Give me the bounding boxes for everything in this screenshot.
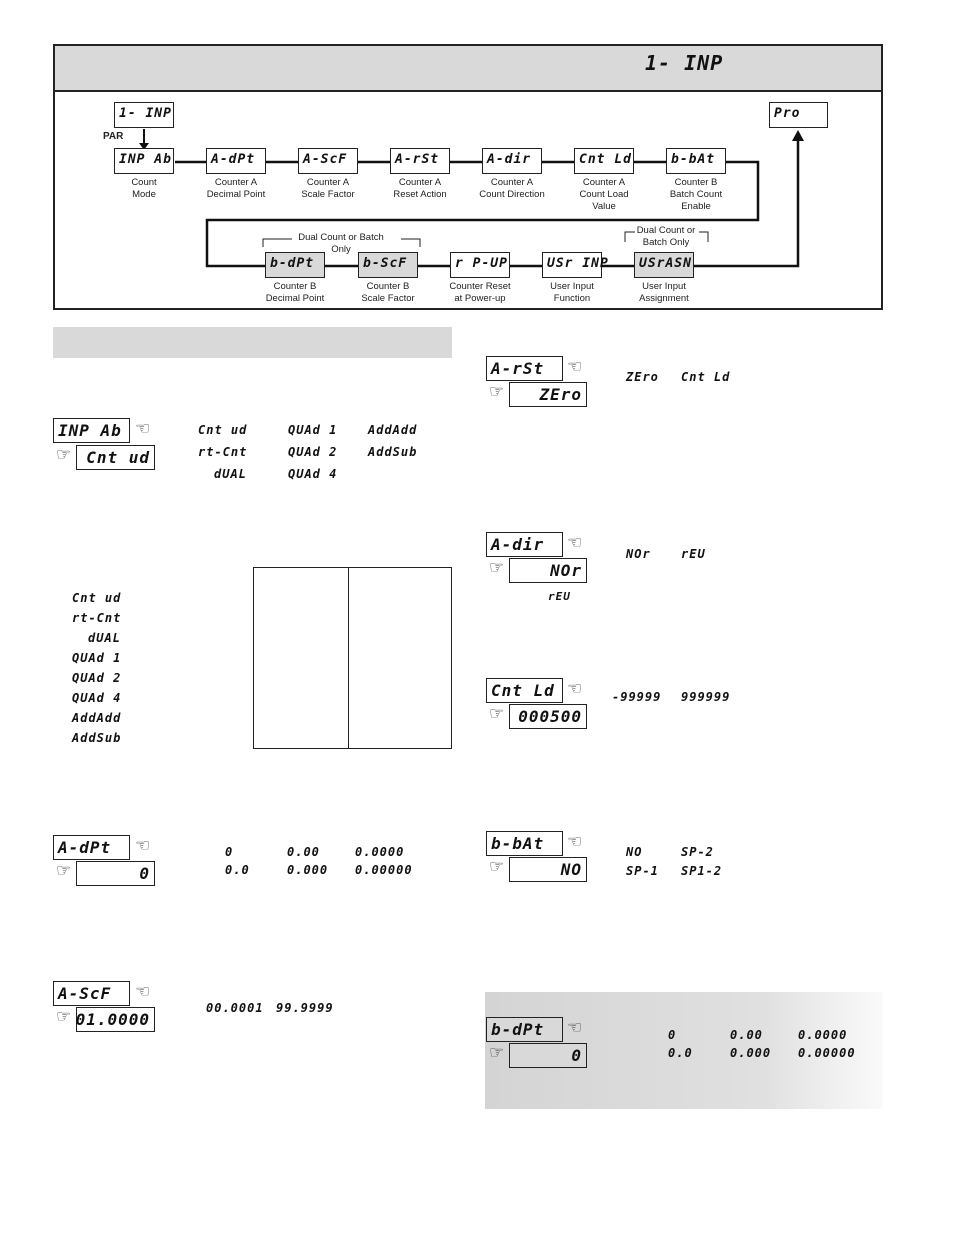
caption-b-scf: Counter B Scale Factor [361, 281, 415, 304]
option-dp-0000: 0.000 [287, 863, 329, 877]
param-display-b-bat: b-bAt [486, 831, 563, 856]
node-b-bat: b-bAt [666, 148, 726, 174]
option-cnt-min: -99999 [612, 690, 662, 704]
option-zero: ZEro [626, 370, 659, 384]
node-a-scf: A-ScF [298, 148, 358, 174]
caption-usr-inp: User Input Function [550, 281, 594, 304]
value-display-a-rst: ZEro [509, 382, 587, 407]
value-display-a-dir: NOr [509, 558, 587, 583]
param-display-a-rst: A-rSt [486, 356, 563, 381]
node-a-dir: A-dir [482, 148, 542, 174]
option-bdp-000: 0.00 [730, 1028, 763, 1042]
option-rt-cnt: rt-Cnt [198, 445, 248, 459]
caption-usrasn: User Input Assignment [639, 281, 689, 304]
mode-table [253, 567, 452, 749]
node-r-pup: r P-UP [450, 252, 510, 278]
caption-a-scf: Counter A Scale Factor [301, 177, 355, 200]
hand-pointer-left-icon: ☜ [135, 836, 151, 855]
mode-list-item: rt-Cnt [72, 611, 122, 625]
hand-pointer-left-icon: ☜ [567, 1018, 583, 1037]
caption-a-rst: Counter A Reset Action [393, 177, 447, 200]
node-b-dpt: b-dPt [265, 252, 325, 278]
option-quad-2: QUAd 2 [288, 445, 338, 459]
caption-r-pup: Counter Reset at Power-up [449, 281, 511, 304]
option-bdp-0000: 0.000 [730, 1046, 772, 1060]
caption-count-mode: Count Mode [131, 177, 157, 200]
option-bdp-0: 0 [668, 1028, 677, 1042]
param-display-cnt-ld: Cnt Ld [486, 678, 563, 703]
node-b-scf: b-ScF [358, 252, 418, 278]
caption-b-dpt: Counter B Decimal Point [265, 281, 325, 304]
node-inp-ab: INP Ab [114, 148, 174, 174]
node-usrasn: USrASN [634, 252, 694, 278]
mode-list-item: AddSub [72, 731, 122, 745]
option-addadd: AddAdd [368, 423, 418, 437]
param-display-b-dpt: b-dPt [486, 1017, 563, 1042]
bracket-label-dual-batch: Dual Count or Batch Only [298, 232, 384, 255]
option-no: NO [626, 845, 643, 859]
hand-pointer-left-icon: ☜ [135, 419, 151, 438]
option-addsub: AddSub [368, 445, 418, 459]
value-display-inp-ab: Cnt ud [76, 445, 155, 470]
value-display-b-bat: NO [509, 857, 587, 882]
mode-list-item: Cnt ud [72, 591, 122, 605]
bracket-label-dual-batch-2: Dual Count or Batch Only [636, 225, 696, 248]
hand-pointer-right-icon: ☞ [489, 382, 505, 401]
mode-list-item: QUAd 4 [72, 691, 122, 705]
param-display-a-scf: A-ScF [53, 981, 130, 1006]
hand-pointer-right-icon: ☞ [489, 704, 505, 723]
option-bdp-000000: 0.00000 [798, 1046, 856, 1060]
value-display-a-dpt: 0 [76, 861, 155, 886]
option-dp-000: 0.00 [287, 845, 320, 859]
node-a-dpt: A-dPt [206, 148, 266, 174]
option-bdp-00: 0.0 [668, 1046, 693, 1060]
table-column-divider [348, 568, 349, 748]
hand-pointer-right-icon: ☞ [489, 558, 505, 577]
node-cnt-ld: Cnt Ld [574, 148, 634, 174]
value-display-a-scf: 01.0000 [76, 1007, 155, 1032]
section-header-bar [53, 327, 452, 358]
hand-pointer-left-icon: ☜ [135, 982, 151, 1001]
option-sp1-2: SP1-2 [681, 864, 723, 878]
mode-list-item: QUAd 2 [72, 671, 122, 685]
param-display-a-dir: A-dir [486, 532, 563, 557]
option-sp-1: SP-1 [626, 864, 659, 878]
hand-pointer-left-icon: ☜ [567, 679, 583, 698]
module-title-code: 1- INP [645, 51, 724, 75]
hand-pointer-right-icon: ☞ [489, 1043, 505, 1062]
param-display-a-dpt: A-dPt [53, 835, 130, 860]
option-dp-000000: 0.00000 [355, 863, 413, 877]
caption-a-dir: Counter A Count Direction [479, 177, 545, 200]
hand-pointer-right-icon: ☞ [56, 445, 72, 464]
option-dp-0: 0 [225, 845, 234, 859]
caption-b-bat: Counter B Batch Count Enable [669, 177, 723, 212]
option-quad-4: QUAd 4 [288, 467, 338, 481]
caption-cnt-ld: Counter A Count Load Value [579, 177, 629, 212]
option-quad-1: QUAd 1 [288, 423, 338, 437]
hand-pointer-left-icon: ☜ [567, 533, 583, 552]
option-dual: dUAL [214, 467, 247, 481]
option-cnt-ld: Cnt Ld [681, 370, 731, 384]
value-display-b-dpt: 0 [509, 1043, 587, 1068]
node-pro: Pro [769, 102, 828, 128]
note-rev: rEU [548, 590, 571, 603]
option-dp-00000: 0.0000 [355, 845, 405, 859]
option-cnt-ud: Cnt ud [198, 423, 248, 437]
hand-pointer-left-icon: ☜ [567, 357, 583, 376]
node-a-rst: A-rSt [390, 148, 450, 174]
param-display-inp-ab: INP Ab [53, 418, 130, 443]
hand-pointer-right-icon: ☞ [56, 861, 72, 880]
node-1-inp: 1- INP [114, 102, 174, 128]
mode-list-item: QUAd 1 [72, 651, 122, 665]
value-display-cnt-ld: 000500 [509, 704, 587, 729]
parameter-flowchart [53, 44, 883, 310]
option-nor: NOr [626, 547, 651, 561]
hand-pointer-right-icon: ☞ [56, 1007, 72, 1026]
option-scf-max: 99.9999 [276, 1001, 334, 1015]
option-cnt-max: 999999 [681, 690, 731, 704]
node-usr-inp: USr INP [542, 252, 602, 278]
mode-list-item: dUAL [88, 631, 121, 645]
option-sp-2: SP-2 [681, 845, 714, 859]
hand-pointer-left-icon: ☜ [567, 832, 583, 851]
caption-a-dpt: Counter A Decimal Point [206, 177, 266, 200]
option-rev: rEU [681, 547, 706, 561]
par-label: PAR [103, 131, 124, 142]
hand-pointer-right-icon: ☞ [489, 857, 505, 876]
option-dp-00: 0.0 [225, 863, 250, 877]
mode-list-item: AddAdd [72, 711, 122, 725]
option-scf-min: 00.0001 [206, 1001, 264, 1015]
option-bdp-00000: 0.0000 [798, 1028, 848, 1042]
